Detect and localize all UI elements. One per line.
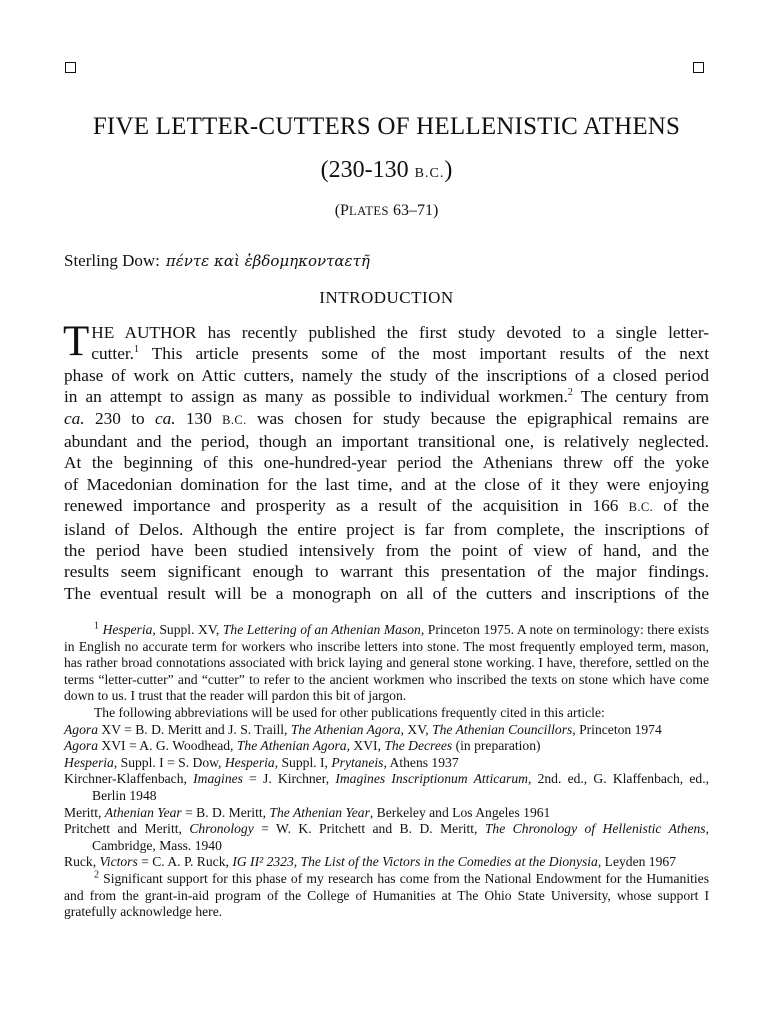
abbreviation-part-d: , Suppl. I,: [274, 754, 332, 770]
body-line-pre: 230 to: [84, 408, 155, 428]
abbreviation-part-f: , Berkeley and Los Angeles 1961: [369, 804, 551, 820]
body-line-post: This article presents some of the most important results of the next: [139, 344, 709, 364]
abbreviation-part-d: = B. D. Meritt,: [181, 804, 270, 820]
corner-mark-right: [693, 62, 704, 73]
abbreviation-part-e: The Athenian Year: [269, 804, 370, 820]
abbreviation-part-f: (in preparation): [452, 738, 541, 754]
abbreviation-entry: [64, 821, 709, 854]
abbreviation-part-e: IG II² 2323, The List of the Victors in the Comedies at the Dionysia: [232, 854, 598, 870]
body-line-it2: ca.: [154, 408, 176, 428]
body-line-sup: 1: [134, 344, 139, 356]
body-line-sc: B.C.: [222, 412, 247, 427]
abbreviation-part-f: , Leyden 1967: [597, 854, 676, 870]
body-line: [64, 474, 709, 495]
abbreviations-intro: The following abbreviations will be used for other publications frequently cited in this article:: [94, 704, 605, 720]
abbreviation-part-b: Kirchner-Klaffenbach,: [64, 771, 194, 787]
subtitle-era: B.C.: [414, 166, 445, 181]
body-line: [64, 540, 709, 561]
abbreviation-part-c: The Athenian Agora: [290, 721, 401, 737]
footnote-1-book: The Lettering of an Athenian Mason: [222, 622, 421, 637]
abbreviation-entry: [64, 722, 709, 739]
drop-cap: T: [63, 318, 90, 365]
abbreviation-part-a: Agora: [64, 738, 98, 754]
footnote-mark-2: 2: [94, 869, 99, 881]
abbreviation-part-e: Prytaneis: [331, 754, 384, 770]
plates-word: LATES: [348, 204, 389, 218]
abbreviation-part-c: Hesperia: [224, 754, 275, 770]
abbreviation-part-e: Imagines Inscriptionum Atticarum: [335, 771, 528, 787]
abbreviation-part-b: XV = B. D. Meritt and J. S. Traill,: [97, 721, 291, 737]
footnotes: [64, 622, 709, 921]
footnote-1-suppl: , Suppl. XV,: [152, 622, 223, 637]
body-line-pre: the period have been studied intensively from the point of view of hand, and the: [64, 541, 709, 561]
abbreviation-entry: [64, 854, 709, 871]
abbreviation-entry: [64, 738, 709, 755]
footnote-mark-1: 1: [94, 620, 99, 632]
abbreviation-entry: [64, 755, 709, 772]
abbreviation-part-b: Ruck,: [64, 854, 100, 870]
abbreviation-part-c: Victors: [99, 854, 138, 870]
body-line-pre: HE AUTHOR has recently published the first study devoted to a single letter-: [91, 323, 709, 342]
body-line-pre: The eventual result will be a monograph on all of the cutters and inscriptions of the: [64, 583, 709, 603]
body-line-post: The century from: [572, 387, 709, 407]
abbreviation-part-e: The Chronology of Hellenistic Athens: [484, 821, 706, 837]
footnote-2: [64, 871, 709, 921]
abbreviation-part-f: , 2nd. ed., G. Klaffenbach, ed., Berlin 1948: [92, 771, 709, 803]
body-line-sc: B.C.: [628, 500, 654, 515]
abbreviation-part-c: The Athenian Agora: [236, 738, 347, 754]
plates-reference: [0, 201, 773, 221]
body-line: [64, 495, 709, 518]
subtitle-years: (230-130: [320, 157, 415, 183]
abbreviation-part-d: = W. K. Pritchett and B. D. Meritt,: [253, 821, 485, 837]
abbreviation-part-d: = J. Kirchner,: [242, 771, 336, 787]
body-line-pre: results seem significant enough to warrant this presentation of the major findings.: [64, 562, 709, 582]
abbreviation-part-f: , Princeton 1974: [572, 721, 662, 737]
body-lines: [63, 318, 709, 604]
body-line: [64, 452, 709, 473]
body-line: [64, 365, 709, 386]
body-line-pre: island of Delos. Although the entire project is far from complete, the inscriptions of: [64, 519, 709, 539]
body-line: [64, 583, 709, 604]
abbreviation-part-c: Athenian Year: [104, 804, 182, 820]
abbreviation-part-a: Hesperia: [64, 754, 114, 770]
body-line-pre: in an attempt to assign as many as possible to individual workmen.: [64, 387, 568, 407]
plates-rest: 63–71): [388, 202, 439, 219]
abbreviation-part-b: XVI = A. G. Woodhead,: [97, 738, 237, 754]
footnote-1-text: , Princeton 1975. A note on terminology: there exists in English no accurate term for workers who inscribe letters into stone. The most frequently employed term, mason, has rather broad connotations associated with brick laying and general stone working. I have, therefore, settled on the terms “letter-cutter” and “cutter” to refer to the ancient workmen who inscribed the texts on stone which have come down to us. I trust that the reader will pardon this bit of jargon.: [64, 622, 709, 704]
footnote-1: [64, 622, 709, 705]
abbreviation-part-a: Agora: [64, 721, 98, 737]
abbreviation-entry: [64, 771, 709, 804]
article-subtitle: [0, 155, 773, 189]
abbreviation-part-c: Imagines: [193, 771, 243, 787]
abbreviation-part-c: Chronology: [189, 821, 254, 837]
abbreviation-part-b: Meritt,: [64, 804, 105, 820]
author-name: Sterling Dow:: [64, 251, 160, 270]
abbreviation-part-e: The Athenian Councillors: [432, 721, 573, 737]
body-line: [64, 408, 709, 431]
body-line: [64, 322, 709, 343]
body-line-sup: 2: [567, 387, 573, 399]
body-line-mid: 130: [175, 408, 223, 428]
abbreviation-part-d: , XVI,: [346, 738, 385, 754]
body-line: [64, 343, 709, 364]
body-line-pre: renewed importance and prosperity as a result of the acquisition in 166: [64, 496, 629, 516]
body-line-pre: cutter.: [91, 344, 134, 364]
author-line: [64, 250, 370, 272]
abbreviation-part-b: , Suppl. I = S. Dow,: [113, 754, 225, 770]
body-line-it1: ca.: [64, 408, 85, 428]
plates-open: (P: [334, 202, 349, 219]
abbreviation-entry: [64, 805, 709, 822]
abbreviation-part-b: Pritchett and Meritt,: [64, 821, 190, 837]
abbreviation-part-f: , Cambridge, Mass. 1940: [92, 821, 709, 853]
body-text: [63, 318, 709, 604]
body-line-post: was chosen for study because the epigraphical remains are: [246, 408, 709, 428]
body-line: [64, 519, 709, 540]
subtitle-close: ): [444, 157, 453, 183]
body-line: [64, 431, 709, 452]
abbreviations-list: [64, 722, 709, 871]
section-heading: INTRODUCTION: [319, 288, 454, 307]
abbreviation-part-d: = C. A. P. Ruck,: [137, 854, 233, 870]
corner-mark-left: [65, 62, 76, 73]
body-line-pre: of Macedonian domination for the last time, and at the close of it they were enjoying: [64, 474, 709, 494]
abbreviation-part-d: , XV,: [400, 721, 433, 737]
abbreviation-part-f: , Athens 1937: [383, 754, 459, 770]
body-line-pre: phase of work on Attic cutters, namely the study of the inscriptions of a closed period: [64, 365, 709, 385]
article-title: FIVE LETTER-CUTTERS OF HELLENISTIC ATHENS: [92, 113, 681, 140]
body-line-pre: At the beginning of this one-hundred-year period the Athenians threw off the yoke: [64, 453, 709, 473]
body-line-pre: abundant and the period, though an important transitional one, is relatively neglected.: [64, 432, 709, 452]
body-line: [64, 561, 709, 582]
footnote-2-text: Significant support for this phase of my research has come from the National Endowment for the Humanities and from the grant-in-aid program of the College of Humanities at The Ohio State University, whose support I gratefully acknowledge here.: [64, 870, 709, 920]
author-dedication-greek: πέντε καὶ ἑβδομηκονταετῆ: [165, 252, 370, 270]
body-line: [64, 386, 709, 407]
abbreviation-part-e: The Decrees: [384, 738, 453, 754]
footnote-1-journal: Hesperia: [102, 622, 153, 637]
body-line-post: of the: [653, 496, 709, 516]
